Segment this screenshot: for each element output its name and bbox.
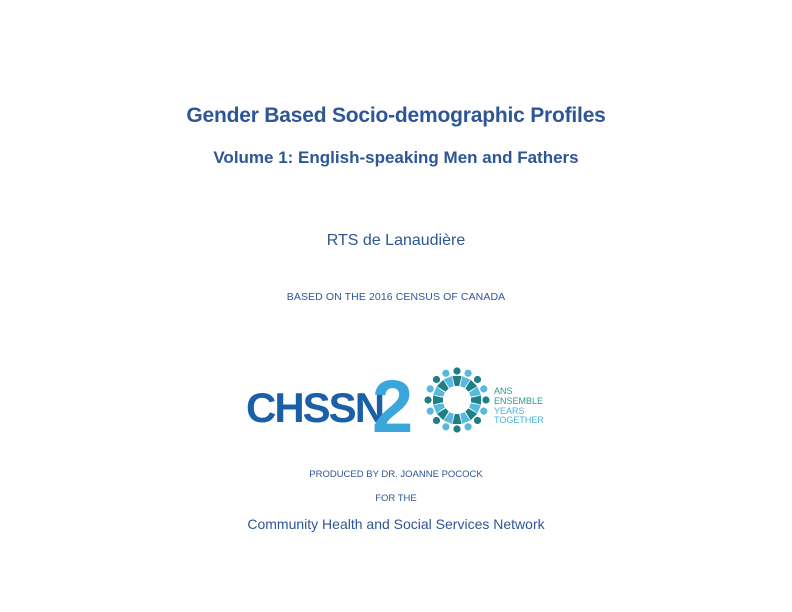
logo-line-ensemble: ENSEMBLE [494,396,544,406]
chssn-20-logo [246,364,546,436]
logo-numeral-2: 2 [372,365,411,436]
produced-by: PRODUCED BY DR. JOANNE POCOCK [309,469,483,480]
census-note: BASED ON THE 2016 CENSUS OF CANADA [286,291,506,303]
ring-figure [471,396,490,405]
region-name: RTS de Lanaudière [326,232,466,249]
document-title: Gender Based Socio-demographic Profiles [186,104,606,127]
logo-line-together: TOGETHER [494,415,544,425]
organization-name: Community Health and Social Services Network [247,516,545,532]
document-subtitle: Volume 1: English-speaking Men and Fathers [213,148,579,167]
ring-figure [453,367,462,386]
ring-figure [424,396,443,405]
ring-figure [453,414,462,433]
logo-ring-icon [424,367,489,432]
for-the: FOR THE [375,493,417,504]
logo-line-ans: ANS [494,386,513,396]
logo-line-years: YEARS [494,406,525,416]
logo-wordmark: CHSSN [246,384,384,431]
